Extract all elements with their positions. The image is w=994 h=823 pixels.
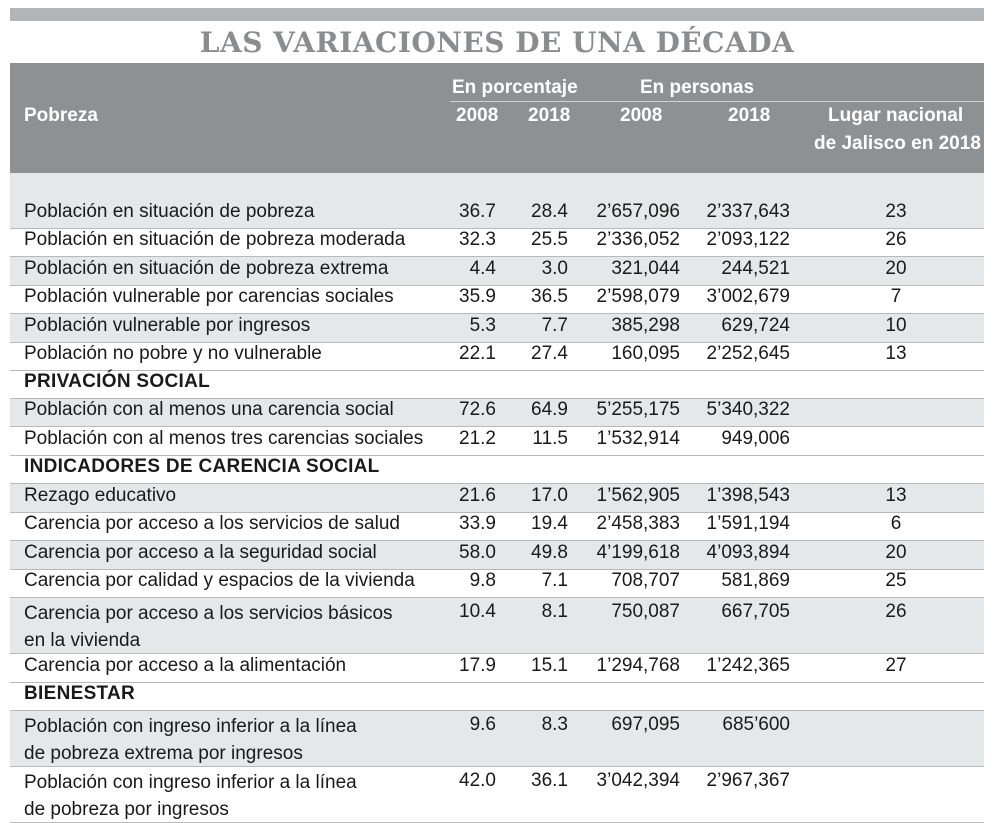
table-row	[10, 654, 984, 683]
cell-persons-2018: 1’242,365	[706, 655, 790, 676]
row-label: Carencia por acceso a los servicios de salud	[24, 513, 400, 534]
data-table	[10, 173, 984, 823]
header-pct-2008: 2008	[456, 105, 499, 126]
cell-pct-2008: 9.6	[469, 714, 496, 735]
cell-persons-2018: 581,869	[721, 570, 790, 591]
cell-pct-2018: 17.0	[531, 485, 568, 506]
row-label-line: Población con ingreso inferior a la línea	[24, 772, 357, 793]
table-row	[10, 570, 984, 598]
cell-pct-2008: 32.3	[459, 229, 496, 250]
row-label: Carencia por calidad y espacios de la vivienda	[24, 570, 415, 591]
row-label	[24, 769, 444, 823]
header-persons-2018: 2018	[728, 105, 771, 126]
cell-pct-2018: 27.4	[531, 343, 568, 364]
cell-pct-2008: 72.6	[459, 399, 496, 420]
cell-pct-2018: 15.1	[531, 655, 568, 676]
row-label: Población en situación de pobreza	[24, 201, 315, 222]
row-label-line: en la vivienda	[24, 630, 141, 651]
cell-pct-2018: 49.8	[531, 542, 568, 563]
table-row	[10, 513, 984, 541]
row-label: Población en situación de pobreza moderada	[24, 229, 406, 250]
cell-pct-2008: 58.0	[459, 542, 496, 563]
cell-pct-2018: 3.0	[541, 258, 568, 279]
section-title: PRIVACIÓN SOCIAL	[24, 371, 211, 392]
cell-pct-2008: 17.9	[459, 655, 496, 676]
cell-pct-2008: 35.9	[459, 286, 496, 307]
table-header	[10, 63, 984, 173]
cell-persons-2018: 3’002,679	[706, 286, 790, 307]
cell-pct-2018: 11.5	[532, 428, 568, 449]
cell-persons-2008: 2’657,096	[596, 201, 680, 222]
cell-rank: 26	[885, 229, 907, 250]
table-row	[10, 314, 984, 343]
cell-pct-2018: 36.1	[531, 770, 568, 791]
cell-pct-2008: 21.2	[459, 428, 496, 449]
cell-pct-2018: 19.4	[531, 513, 568, 534]
cell-rank: 26	[885, 601, 907, 622]
cell-pct-2018: 36.5	[531, 286, 568, 307]
header-group-percent: En porcentaje	[452, 77, 578, 98]
row-label-line: Población con ingreso inferior a la línea	[24, 716, 357, 737]
section-row	[10, 371, 984, 399]
cell-persons-2008: 4’199,618	[596, 542, 680, 563]
cell-pct-2018: 28.4	[531, 201, 568, 222]
table-row	[10, 257, 984, 286]
table-row	[10, 229, 984, 257]
table-row	[10, 343, 984, 371]
row-label: Carencia por acceso a la alimentación	[24, 655, 347, 676]
table-row	[10, 427, 984, 456]
cell-persons-2018: 5’340,322	[706, 399, 790, 420]
row-label-line: de pobreza por ingresos	[24, 799, 229, 820]
cell-rank: 25	[885, 570, 907, 591]
cell-pct-2008: 9.8	[469, 570, 496, 591]
cell-persons-2018: 1’398,543	[706, 485, 790, 506]
cell-pct-2008: 22.1	[459, 343, 496, 364]
cell-rank: 10	[885, 315, 907, 336]
header-rank-line2: de Jalisco en 2018	[814, 133, 981, 154]
header-pobreza: Pobreza	[24, 105, 98, 126]
cell-persons-2018: 949,006	[721, 428, 790, 449]
table-row	[10, 598, 984, 654]
cell-pct-2018: 64.9	[531, 399, 568, 420]
cell-rank: 27	[885, 655, 907, 676]
section-title: BIENESTAR	[24, 683, 136, 704]
cell-persons-2018: 667,705	[721, 601, 790, 622]
table-row	[10, 399, 984, 427]
cell-persons-2018: 2’252,645	[706, 343, 790, 364]
row-label: Población con al menos tres carencias sociales	[24, 428, 424, 449]
section-title: INDICADORES DE CARENCIA SOCIAL	[24, 456, 380, 477]
cell-pct-2008: 5.3	[469, 315, 496, 336]
row-label-line: Carencia por acceso a los servicios básicos	[24, 603, 393, 624]
cell-persons-2008: 160,095	[611, 343, 680, 364]
cell-persons-2008: 3’042,394	[596, 770, 680, 791]
cell-persons-2008: 708,707	[611, 570, 680, 591]
table-row	[10, 541, 984, 570]
top-rule	[10, 8, 984, 21]
cell-pct-2008: 33.9	[459, 513, 496, 534]
cell-persons-2008: 1’562,905	[596, 485, 680, 506]
row-label	[24, 713, 444, 767]
table-row	[10, 711, 984, 767]
cell-rank: 20	[885, 542, 907, 563]
cell-persons-2008: 697,095	[611, 714, 680, 735]
cell-pct-2018: 8.1	[541, 601, 568, 622]
cell-persons-2018: 2’337,643	[706, 201, 790, 222]
cell-rank: 20	[885, 258, 907, 279]
row-label: Población no pobre y no vulnerable	[24, 343, 322, 364]
header-divider	[450, 101, 984, 102]
cell-persons-2018: 2’093,122	[706, 229, 790, 250]
row-label: Población vulnerable por ingresos	[24, 315, 311, 336]
cell-pct-2008: 4.4	[469, 258, 496, 279]
cell-rank: 7	[890, 286, 902, 307]
cell-rank: 6	[890, 513, 902, 534]
cell-persons-2018: 1’591,194	[706, 513, 790, 534]
cell-rank: 13	[885, 343, 907, 364]
cell-pct-2018: 7.1	[541, 570, 568, 591]
cell-persons-2008: 385,298	[611, 315, 680, 336]
cell-persons-2008: 1’294,768	[596, 655, 680, 676]
cell-pct-2008: 36.7	[459, 201, 496, 222]
table-row	[10, 286, 984, 314]
header-rank-line1: Lugar nacional	[828, 105, 964, 126]
table-row	[10, 484, 984, 513]
cell-persons-2018: 244,521	[721, 258, 790, 279]
cell-rank: 23	[885, 201, 907, 222]
row-label-line: de pobreza extrema por ingresos	[24, 743, 303, 764]
row-label: Carencia por acceso a la seguridad social	[24, 542, 377, 563]
table-row	[10, 767, 984, 823]
cell-pct-2018: 7.7	[541, 315, 568, 336]
cell-persons-2008: 2’458,383	[596, 513, 680, 534]
cell-pct-2018: 8.3	[541, 714, 568, 735]
page-title: LAS VARIACIONES DE UNA DÉCADA	[199, 26, 795, 59]
cell-persons-2018: 4’093,894	[706, 542, 790, 563]
section-row	[10, 456, 984, 484]
row-label	[24, 600, 444, 654]
cell-persons-2008: 2’336,052	[596, 229, 680, 250]
header-persons-2008: 2008	[620, 105, 663, 126]
row-label: Rezago educativo	[24, 485, 177, 506]
cell-pct-2008: 21.6	[459, 485, 496, 506]
header-pct-2018: 2018	[528, 105, 571, 126]
cell-pct-2008: 10.4	[459, 601, 496, 622]
cell-rank: 13	[885, 485, 907, 506]
cell-persons-2018: 629,724	[721, 315, 790, 336]
cell-persons-2008: 321,044	[611, 258, 680, 279]
row-label: Población con al menos una carencia social	[24, 399, 394, 420]
section-row	[10, 683, 984, 711]
row-label: Población en situación de pobreza extrema	[24, 258, 389, 279]
cell-persons-2008: 5’255,175	[596, 399, 680, 420]
cell-persons-2018: 2’967,367	[706, 770, 790, 791]
cell-persons-2018: 685’600	[722, 714, 790, 735]
cell-persons-2008: 750,087	[611, 601, 680, 622]
table-row	[10, 173, 984, 229]
cell-persons-2008: 2’598,079	[596, 286, 680, 307]
cell-persons-2008: 1’532,914	[596, 428, 680, 449]
cell-pct-2018: 25.5	[531, 229, 568, 250]
row-label: Población vulnerable por carencias sociales	[24, 286, 394, 307]
cell-pct-2008: 42.0	[459, 770, 496, 791]
header-group-persons: En personas	[640, 77, 755, 98]
